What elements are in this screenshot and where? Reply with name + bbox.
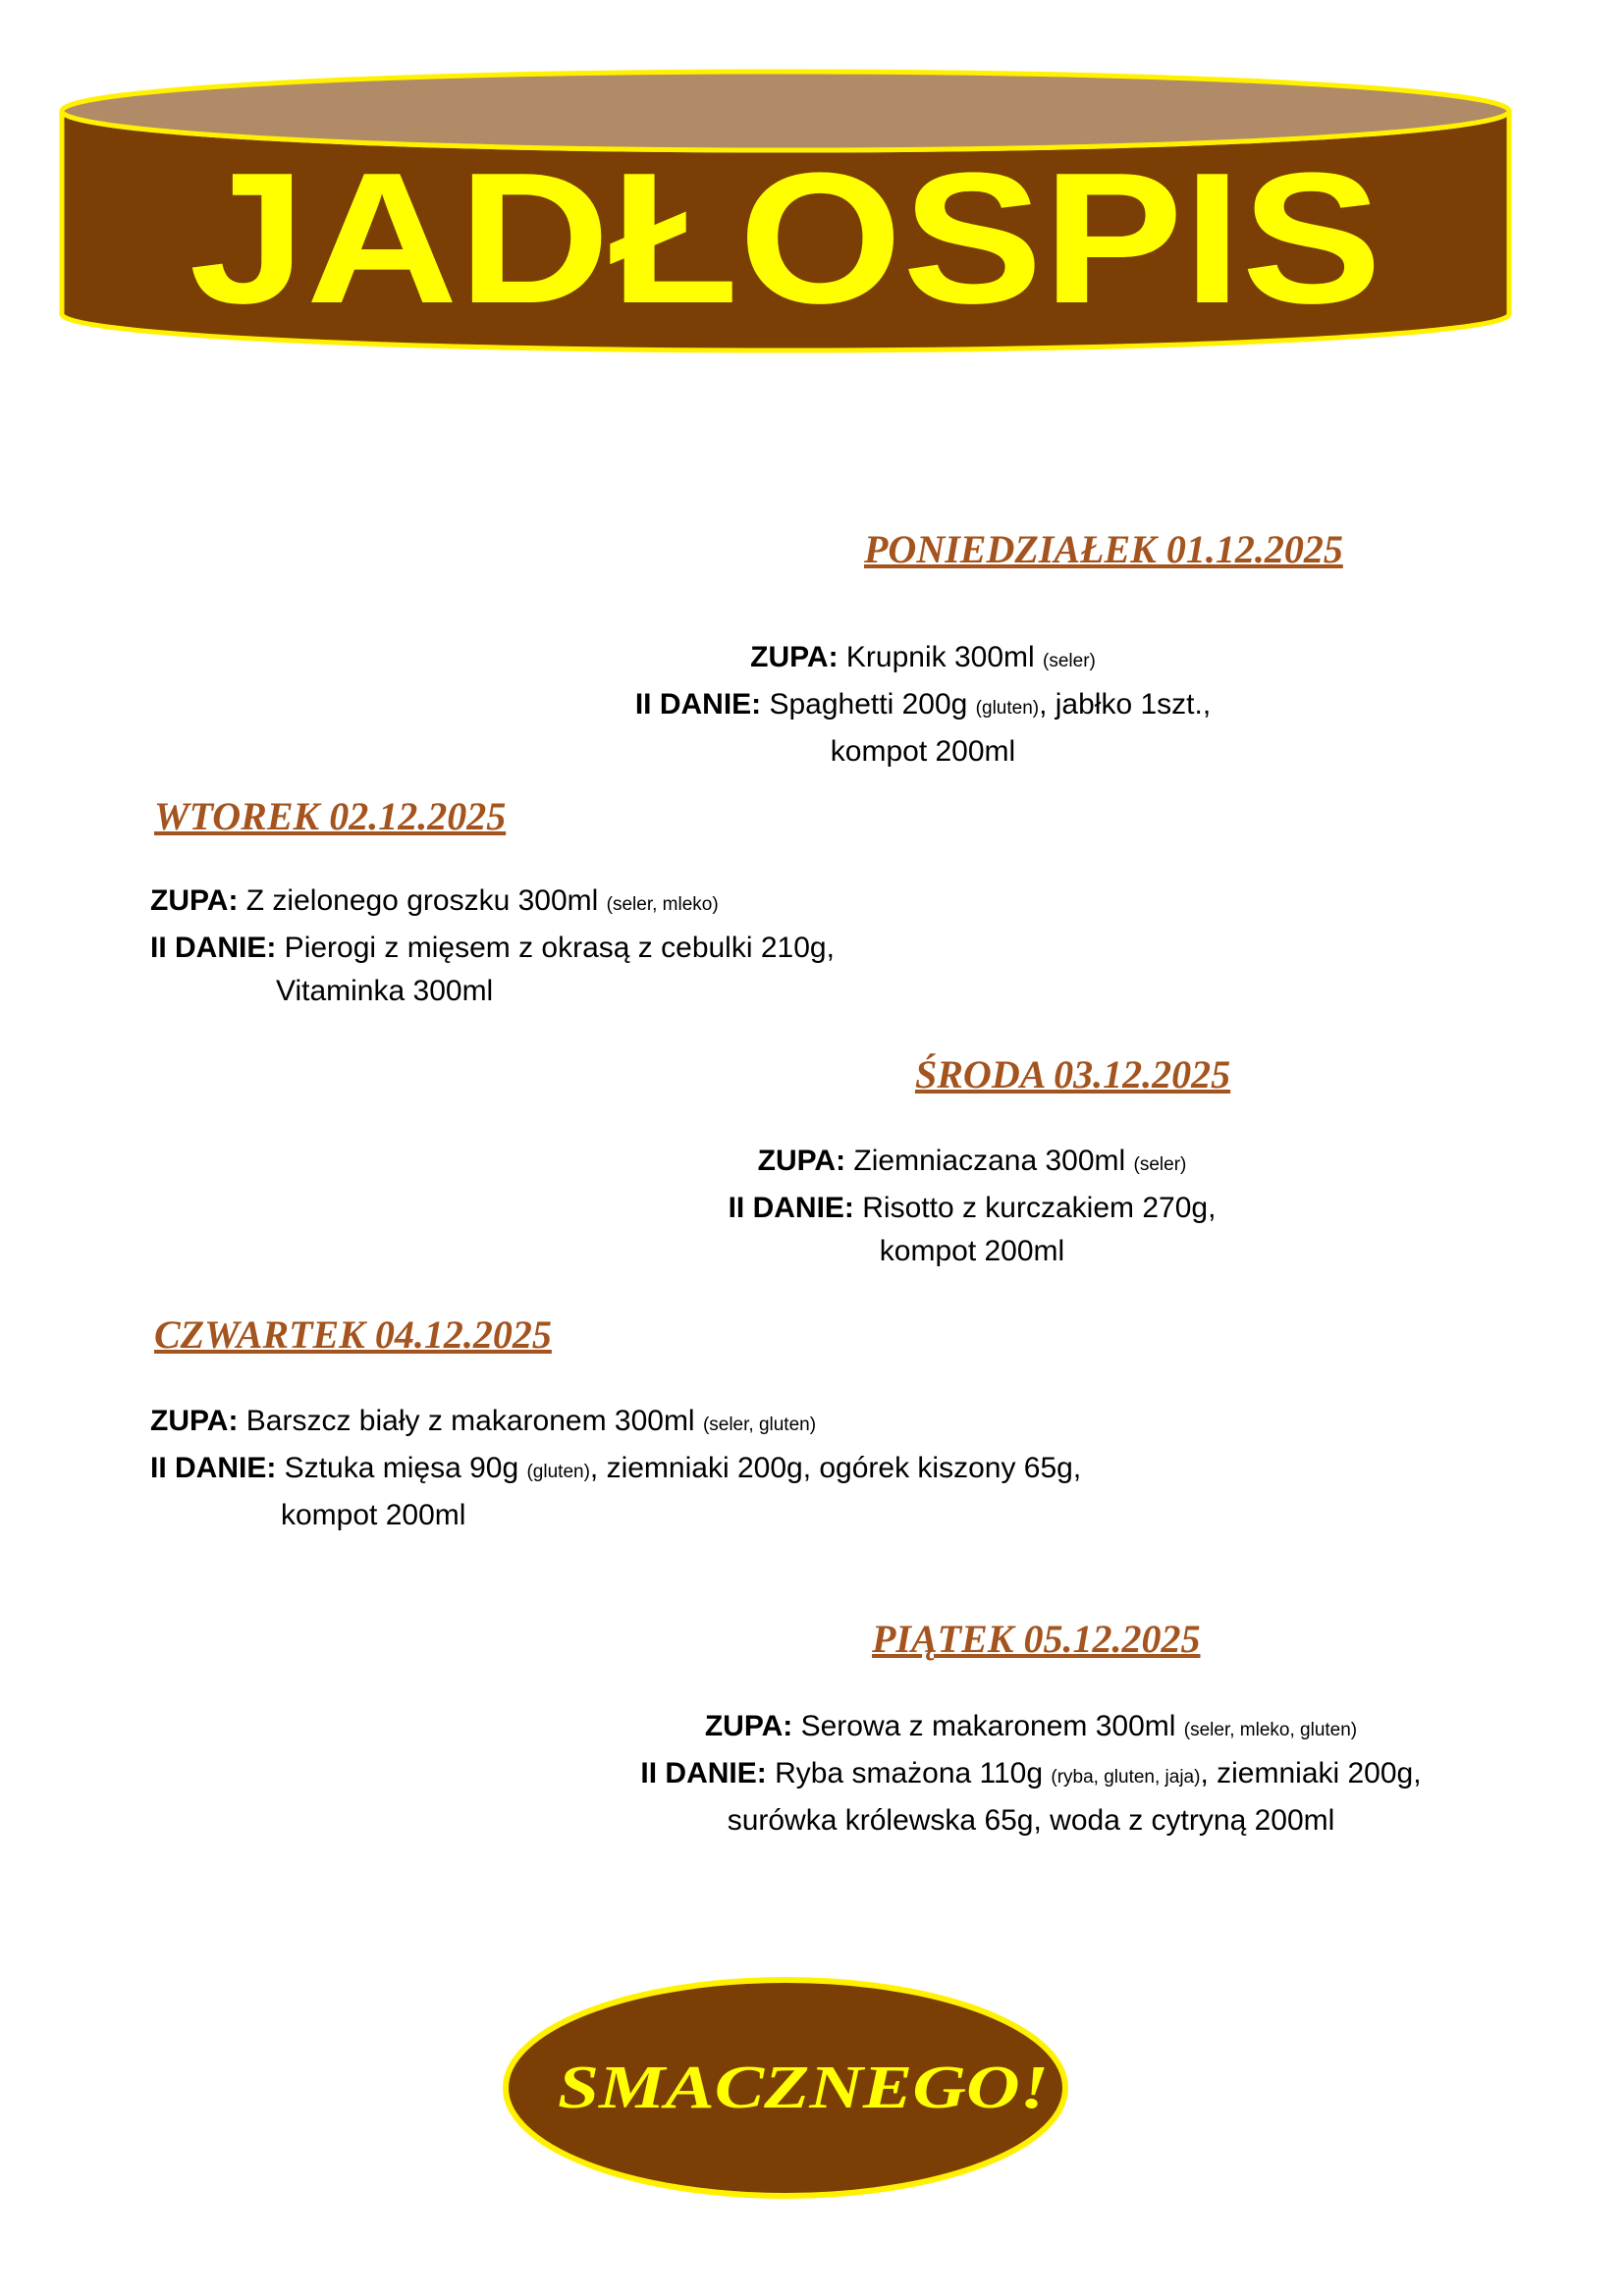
meal-text: Pierogi z mięsem z okrasą z cebulki 210g, [276,932,835,964]
meal-label: ZUPA: [150,884,239,917]
meal-text: Risotto z kurczakiem 270g, [853,1192,1217,1224]
footer-badge [0,1953,1624,2296]
menu-line [540,1799,1522,1842]
meal-label: ZUPA: [150,1405,239,1437]
meal-text: Krupnik 300ml [838,641,1044,673]
allergen-note: (seler, gluten) [702,1415,817,1435]
day-lines-wednesday [481,1140,1463,1273]
day-heading-tuesday: WTOREK 02.12.2025 [154,794,507,838]
meal-text: Serowa z makaronem 300ml [792,1710,1184,1742]
meal-text: Ryba smażona 110g [766,1757,1052,1789]
day-lines-thursday [150,1400,1081,1537]
banner [0,0,1624,412]
menu-line [540,1752,1522,1799]
day-lines-monday [432,636,1414,774]
meal-text: Vitaminka 300ml [276,975,494,1007]
meal-label: ZUPA: [750,641,839,673]
meal-text: kompot 200ml [879,1235,1065,1267]
meal-text: , jabłko 1szt., [1039,688,1212,721]
day-heading-monday: PONIEDZIAŁEK 01.12.2025 [864,527,1343,571]
meal-text: Z zielonego groszku 300ml [238,884,607,917]
menu-line [150,880,835,927]
menu-line [150,1447,1081,1494]
meal-label: ZUPA: [757,1145,846,1177]
allergen-note: (seler) [1043,651,1096,671]
meal-text: surówka królewska 65g, woda z cytryną 200ml [727,1804,1335,1837]
allergen-note: (gluten) [975,698,1040,719]
menu-line [432,730,1414,774]
day-lines-friday [540,1705,1522,1842]
allergen-note: (seler, mleko, gluten) [1183,1720,1358,1740]
allergen-note: (seler) [1133,1154,1187,1175]
allergen-note: (seler, mleko) [606,894,719,915]
meal-text: Spaghetti 200g [761,688,976,721]
day-heading-friday: PIĄTEK 05.12.2025 [872,1617,1201,1661]
menu-line [481,1187,1463,1230]
menu-line [481,1140,1463,1187]
menu-line [432,683,1414,730]
menu-line [150,927,835,970]
meal-text: Barszcz biały z makaronem 300ml [238,1405,703,1437]
menu-line [540,1705,1522,1752]
meal-text: , ziemniaki 200g, [1200,1757,1422,1789]
menu-line [481,1230,1463,1273]
menu-line [432,636,1414,683]
meal-label: II DANIE: [150,1452,277,1484]
meal-text: Ziemniaczana 300ml [845,1145,1134,1177]
meal-text: , ziemniaki 200g, ogórek kiszony 65g, [589,1452,1082,1484]
footer-text: SMACZNEGO! [558,2055,1049,2121]
day-lines-tuesday [150,880,835,1013]
menu-line [150,1400,1081,1447]
banner-title: JADŁOSPIS [189,134,1382,343]
menu-line [150,970,835,1013]
day-heading-wednesday: ŚRODA 03.12.2025 [915,1052,1231,1096]
meal-text: kompot 200ml [281,1499,466,1531]
allergen-note: (ryba, gluten, jaja) [1051,1767,1201,1788]
day-heading-thursday: CZWARTEK 04.12.2025 [154,1312,552,1357]
allergen-note: (gluten) [526,1462,590,1482]
meal-text: Sztuka mięsa 90g [276,1452,527,1484]
meal-label: II DANIE: [150,932,277,964]
meal-text: kompot 200ml [830,735,1016,768]
menu-line [150,1494,1081,1537]
meal-label: II DANIE: [640,1757,767,1789]
meal-label: II DANIE: [634,688,762,721]
meal-label: ZUPA: [704,1710,793,1742]
meal-label: II DANIE: [728,1192,854,1224]
